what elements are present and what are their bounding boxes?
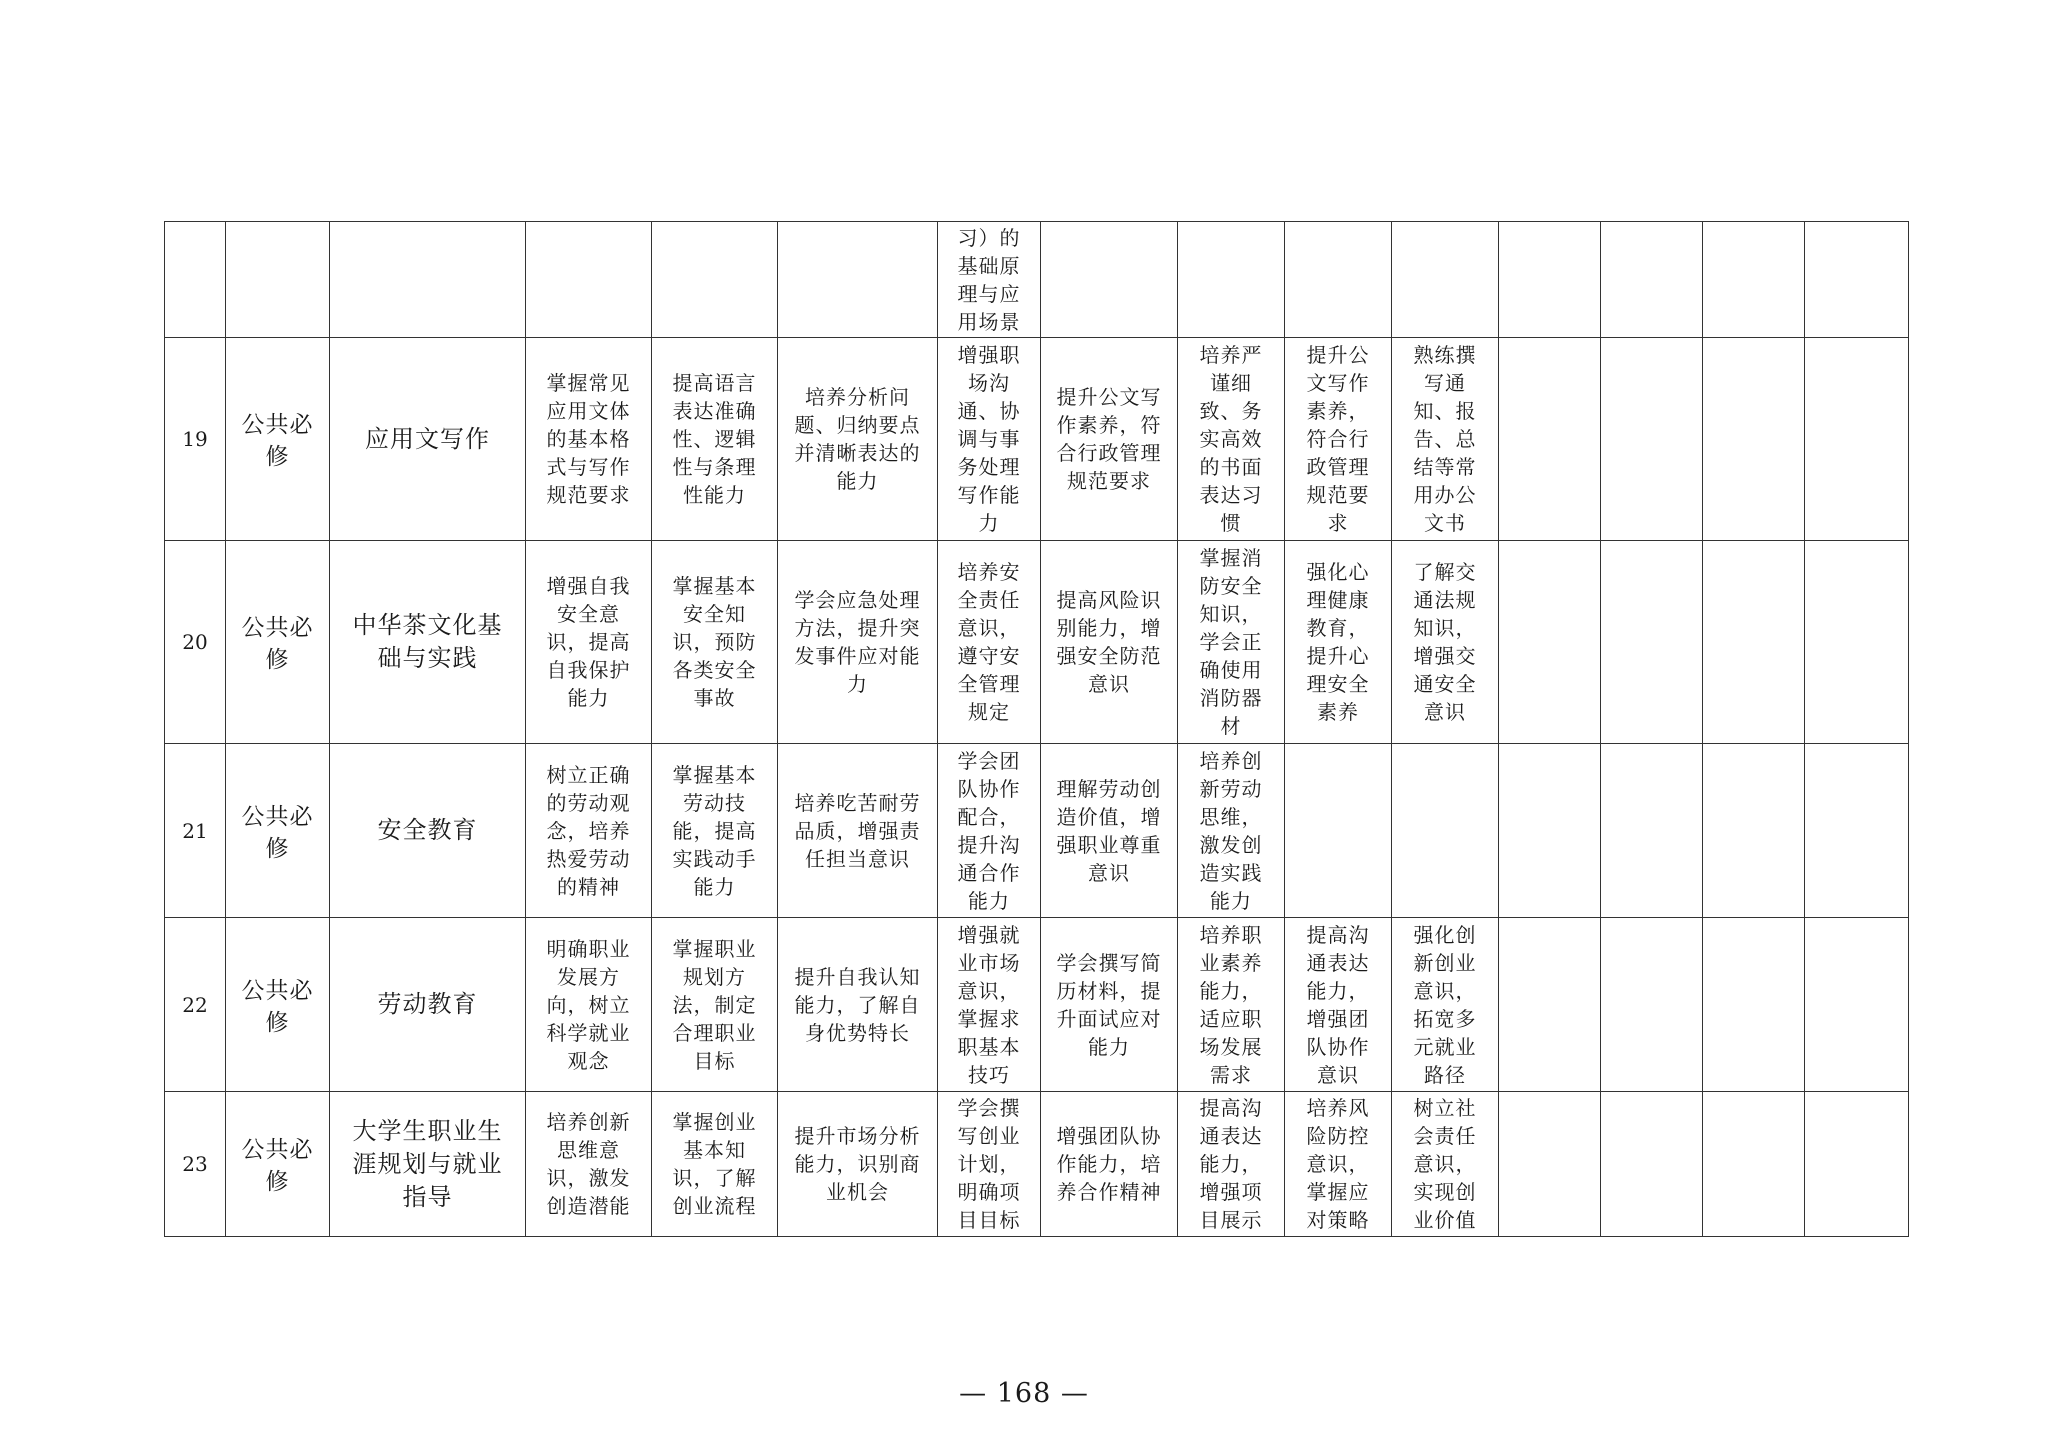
table-cell [1601,918,1703,1092]
objective-cell: 提升公 文写作 素养， 符合行 政管理 规范要 求 [1306,343,1370,535]
table-cell [1392,222,1499,338]
table-cell [1178,744,1285,918]
objective-cell: 熟练撰 写通 知、报 告、总 结等常 用办公 文书 [1413,343,1477,535]
table-cell [226,1092,330,1237]
objective-cell: 习）的 基础原 理与应 用场景 [957,225,1021,334]
table-cell [652,1092,778,1237]
table-cell [1805,338,1909,541]
objective-cell: 培养风 险防控 意识， 掌握应 对策略 [1306,1096,1370,1232]
page-number: — 168 — [959,1378,1089,1409]
objective-cell: 培养职 业素养 能力， 适应职 场发展 需求 [1199,922,1263,1087]
table-cell [652,541,778,744]
table-cell [938,338,1041,541]
objective-cell: 了解交 通法规 知识， 增强交 通安全 意识 [1413,560,1477,724]
objective-cell: 培养安 全责任 意识， 遵守安 全管理 规定 [957,560,1021,724]
course-category: 公共必 修 [241,803,314,862]
course-name: 劳动教育 [377,990,478,1018]
table-cell [938,744,1041,918]
table-cell [1703,918,1805,1092]
objective-cell: 提高风险识 别能力，增 强安全防范 意识 [1056,588,1162,696]
table-cell [1285,918,1392,1092]
table-cell [1392,541,1499,744]
table-row [165,744,1909,918]
table-cell [1499,1092,1601,1237]
objective-cell: 学会团 队协作 配合， 提升沟 通合作 能力 [957,748,1021,913]
objective-cell: 掌握基本 劳动技 能，提高 实践动手 能力 [672,762,757,899]
table-cell [1703,222,1805,338]
table-cell [652,222,778,338]
course-category: 公共必 修 [241,412,314,470]
table-cell [1601,1092,1703,1237]
table-row [165,338,1909,541]
table-cell [1601,541,1703,744]
table-cell [1041,744,1178,918]
table-cell [1285,222,1392,338]
table-cell [330,744,526,918]
row-number: 23 [182,1152,208,1176]
table-cell [330,918,526,1092]
objective-cell: 培养吃苦耐劳 品质，增强责 任担当意识 [794,790,921,871]
table-cell [1805,918,1909,1092]
row-number: 19 [182,427,208,451]
table-cell [1805,222,1909,338]
table-cell [226,541,330,744]
table-cell [526,541,652,744]
objective-cell: 掌握创业 基本知 识，了解 创业流程 [672,1110,757,1218]
table-cell [1285,1092,1392,1237]
row-number: 21 [182,818,208,843]
table-cell [1703,338,1805,541]
objective-cell: 提高沟 通表达 能力， 增强项 目展示 [1199,1096,1263,1232]
table-cell [165,338,226,541]
course-category: 公共必 修 [241,977,314,1036]
table-cell [1703,1092,1805,1237]
table-cell [1805,541,1909,744]
table-cell [165,744,226,918]
table-cell [1041,222,1178,338]
objective-cell: 掌握消 防安全 知识， 学会正 确使用 消防器 材 [1199,546,1263,738]
objective-cell: 培养创 新劳动 思维， 激发创 造实践 能力 [1199,748,1263,913]
table-cell [652,918,778,1092]
objective-cell: 理解劳动创 造价值，增 强职业尊重 意识 [1056,776,1162,885]
table-cell [778,222,938,338]
table-cell [1499,338,1601,541]
table-cell [1178,222,1285,338]
table-cell [526,222,652,338]
table-cell [1041,541,1178,744]
table-cell [938,222,1041,338]
table-cell [1392,338,1499,541]
table-cell [1499,222,1601,338]
table-cell [778,744,938,918]
objective-cell: 学会撰 写创业 计划， 明确项 目目标 [957,1096,1021,1232]
table-cell [526,1092,652,1237]
objective-cell: 强化创 新创业 意识， 拓宽多 元就业 路径 [1413,922,1477,1087]
table-cell [165,1092,226,1237]
objective-cell: 提高语言 表达准确 性、逻辑 性与条理 性能力 [672,371,757,507]
table-cell [1499,541,1601,744]
table-row [165,918,1909,1092]
table-cell [938,918,1041,1092]
table-cell [1499,918,1601,1092]
table-cell [938,541,1041,744]
table-row [165,1092,1909,1237]
row-number: 20 [182,630,208,654]
table-cell [1392,1092,1499,1237]
table-cell [330,222,526,338]
objective-cell: 提高沟 通表达 能力， 增强团 队协作 意识 [1306,922,1370,1087]
table-cell [226,222,330,338]
objective-cell: 提升市场分析 能力，识别商 业机会 [794,1124,921,1204]
table-cell [778,1092,938,1237]
objective-cell: 增强职 场沟 通、协 调与事 务处理 写作能 力 [957,343,1021,535]
objective-cell: 培养严 谨细 致、务 实高效 的书面 表达习 惯 [1199,343,1263,535]
table-cell [1178,541,1285,744]
table-cell [1805,744,1909,918]
course-category: 公共必 修 [241,1137,314,1195]
table-cell [1392,918,1499,1092]
table-cell [1178,1092,1285,1237]
table-cell [1805,1092,1909,1237]
table-cell [526,338,652,541]
table-cell [330,541,526,744]
table-cell [226,918,330,1092]
table-cell [1499,744,1601,918]
objective-cell: 增强团队协 作能力，培 养合作精神 [1056,1124,1162,1204]
table-row-continuation [165,222,1909,338]
table-cell [1178,918,1285,1092]
table-cell [526,744,652,918]
objective-cell: 提升自我认知 能力，了解自 身优势特长 [794,964,921,1045]
objective-cell: 培养创新 思维意 识，激发 创造潜能 [546,1110,631,1218]
objective-cell: 增强就 业市场 意识， 掌握求 职基本 技巧 [957,922,1021,1087]
table-cell [1041,1092,1178,1237]
table-cell [1178,338,1285,541]
table-cell [226,744,330,918]
table-cell [1601,222,1703,338]
objective-cell: 强化心 理健康 教育， 提升心 理安全 素养 [1306,560,1370,724]
table-cell [1041,338,1178,541]
objective-cell: 掌握职业 规划方 法，制定 合理职业 目标 [672,936,757,1073]
table-cell [165,541,226,744]
table-row [165,541,1909,744]
objective-cell: 明确职业 发展方 向，树立 科学就业 观念 [546,936,631,1073]
objective-cell: 树立社 会责任 意识， 实现创 业价值 [1413,1096,1477,1232]
table-cell [1392,744,1499,918]
table-cell [938,1092,1041,1237]
table-cell [526,918,652,1092]
table-cell [1285,744,1392,918]
objective-cell: 学会应急处理 方法，提升突 发事件应对能 力 [794,588,921,696]
objective-cell: 增强自我 安全意 识，提高 自我保护 能力 [546,574,631,710]
table-cell [330,338,526,541]
table-cell [330,1092,526,1237]
table-cell [1285,338,1392,541]
table-cell [165,222,226,338]
course-category: 公共必 修 [241,615,314,673]
course-name: 应用文写作 [365,424,490,453]
table-cell [226,338,330,541]
table-cell [165,918,226,1092]
objective-cell: 树立正确 的劳动观 念，培养 热爱劳动 的精神 [546,762,631,899]
objective-cell: 培养分析问 题、归纳要点 并清晰表达的 能力 [794,385,921,493]
table-cell [1601,338,1703,541]
course-name: 大学生职业生 涯规划与就业 指导 [352,1116,503,1211]
course-name: 中华茶文化基 础与实践 [352,611,503,672]
table-cell [1601,744,1703,918]
row-number: 22 [182,992,208,1017]
table-cell [652,744,778,918]
course-name: 安全教育 [377,816,478,844]
table-cell [652,338,778,541]
table-cell [1041,918,1178,1092]
objective-cell: 学会撰写简 历材料，提 升面试应对 能力 [1056,950,1162,1059]
table-cell [1285,541,1392,744]
table-cell [778,541,938,744]
objective-cell: 提升公文写 作素养，符 合行政管理 规范要求 [1056,385,1162,493]
table-cell [1703,541,1805,744]
table-cell [778,918,938,1092]
table-cell [1703,744,1805,918]
objective-cell: 掌握常见 应用文体 的基本格 式与写作 规范要求 [546,371,631,507]
table-cell [778,338,938,541]
objective-cell: 掌握基本 安全知 识，预防 各类安全 事故 [672,574,757,710]
course-objectives-table [164,221,1909,1237]
